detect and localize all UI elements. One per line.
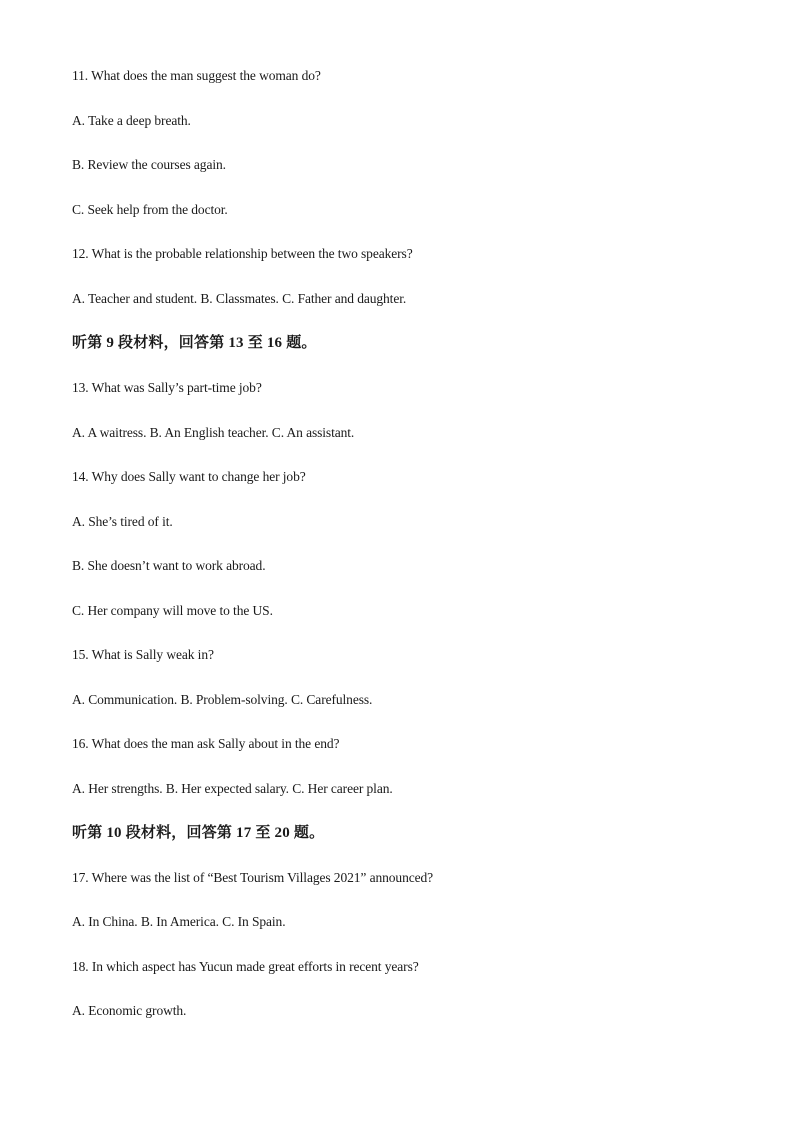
question-17: 17. Where was the list of “Best Tourism Villages 2021” announced? — [72, 870, 434, 885]
question-15: 15. What is Sally weak in? — [72, 647, 214, 662]
option-14-c: C. Her company will move to the US. — [72, 603, 273, 618]
question-11: 11. What does the man suggest the woman do? — [72, 68, 321, 83]
options-13: A. A waitress. B. An English teacher. C. An assistant. — [72, 425, 355, 440]
question-16: 16. What does the man ask Sally about in the end? — [72, 736, 340, 751]
question-18: 18. In which aspect has Yucun made great efforts in recent years? — [72, 959, 419, 974]
options-12: A. Teacher and student. B. Classmates. C. Father and daughter. — [72, 291, 407, 306]
question-14: 14. Why does Sally want to change her job? — [72, 469, 306, 484]
section-heading-passage-10: 听第 10 段材料，回答第 17 至 20 题。 — [72, 825, 325, 841]
option-11-c: C. Seek help from the doctor. — [72, 202, 228, 217]
options-15: A. Communication. B. Problem-solving. C. Carefulness. — [72, 692, 373, 707]
option-11-a: A. Take a deep breath. — [72, 113, 191, 128]
question-12: 12. What is the probable relationship between the two speakers? — [72, 246, 413, 261]
option-18-a: A. Economic growth. — [72, 1003, 187, 1018]
option-11-b: B. Review the courses again. — [72, 157, 226, 172]
options-17: A. In China. B. In America. C. In Spain. — [72, 914, 286, 929]
section-heading-passage-9: 听第 9 段材料，回答第 13 至 16 题。 — [72, 335, 317, 351]
option-14-a: A. She’s tired of it. — [72, 514, 173, 529]
option-14-b: B. She doesn’t want to work abroad. — [72, 558, 266, 573]
question-13: 13. What was Sally’s part-time job? — [72, 380, 262, 395]
options-16: A. Her strengths. B. Her expected salary. C. Her career plan. — [72, 781, 393, 796]
